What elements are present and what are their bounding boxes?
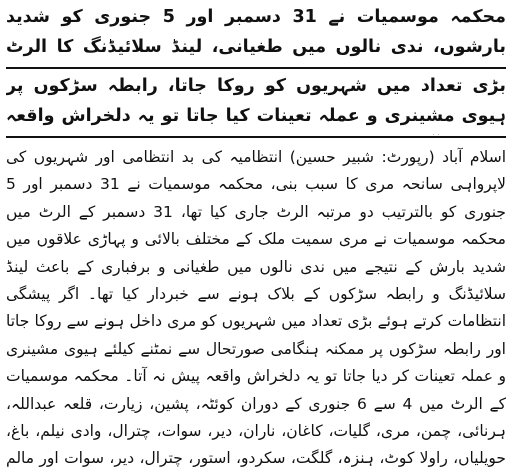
divider-bottom (6, 136, 506, 138)
subheadline: بڑی تعداد میں شہریوں کو روکا جاتا، رابطہ سڑکوں پر ہیوی مشینری و عملہ تعینات کیا جاتا تو یہ دلخراش واقعہ (6, 76, 506, 126)
article-body: اسلام آباد (رپورٹ: شبیر حسین) انتظامیہ کی بد انتظامی اور شہریوں کی لاپرواہی سانحہ مری کا سبب بنی، محکمہ موسمیات نے 31 دسمبر اور 5 جنوری کو بالترتیب دو مرتبہ الرٹ جاری کیا تھا، 31 دسمبر کے الرٹ میں محکمہ موسمیات نے مری سمیت ملک کے مختلف بالائی و پہاڑی علاقوں میں شدید بارش کے نتیجے میں ندی نالوں میں طغیانی و برفباری کے باعث لینڈ سلائیڈنگ و رابطہ سڑکوں کے بلاک ہونے سے خبردار کیا تھا۔ اگر پیشگی انتظامات کرتے ہوئے بڑی تعداد میں شہریوں کو مری داخل ہونے سے روکا جاتا اور رابطہ سڑکوں پر ممکنہ ہنگامی صورتحال سے نمٹنے کیلئے ہیوی مشینری و عملہ تعینات کر دیا جاتا تو یہ دلخراش واقعہ پیش نہ آتا۔ محکمہ موسمیات کے الرٹ میں 4 سے 6 جنوری کے دوران کوئٹہ، پشین، زیارت، قلعہ عبداللہ، ہرنائی، چمن، مری، گلیات، کاغان، ناران، دیر، سوات، چترال، وادی نیلم، باغ، حویلیاں، راولا کوٹ، ہنزہ، گلگت، سکردو، استور، چترال، دیر، سوات اور مالم (6, 148, 506, 468)
divider-top (6, 67, 506, 69)
headline: محکمہ موسمیات نے 31 دسمبر اور 5 جنوری کو شدید بارشوں، ندی نالوں میں طغیانی، لینڈ سلائیڈنگ کا الرٹ (6, 7, 506, 57)
